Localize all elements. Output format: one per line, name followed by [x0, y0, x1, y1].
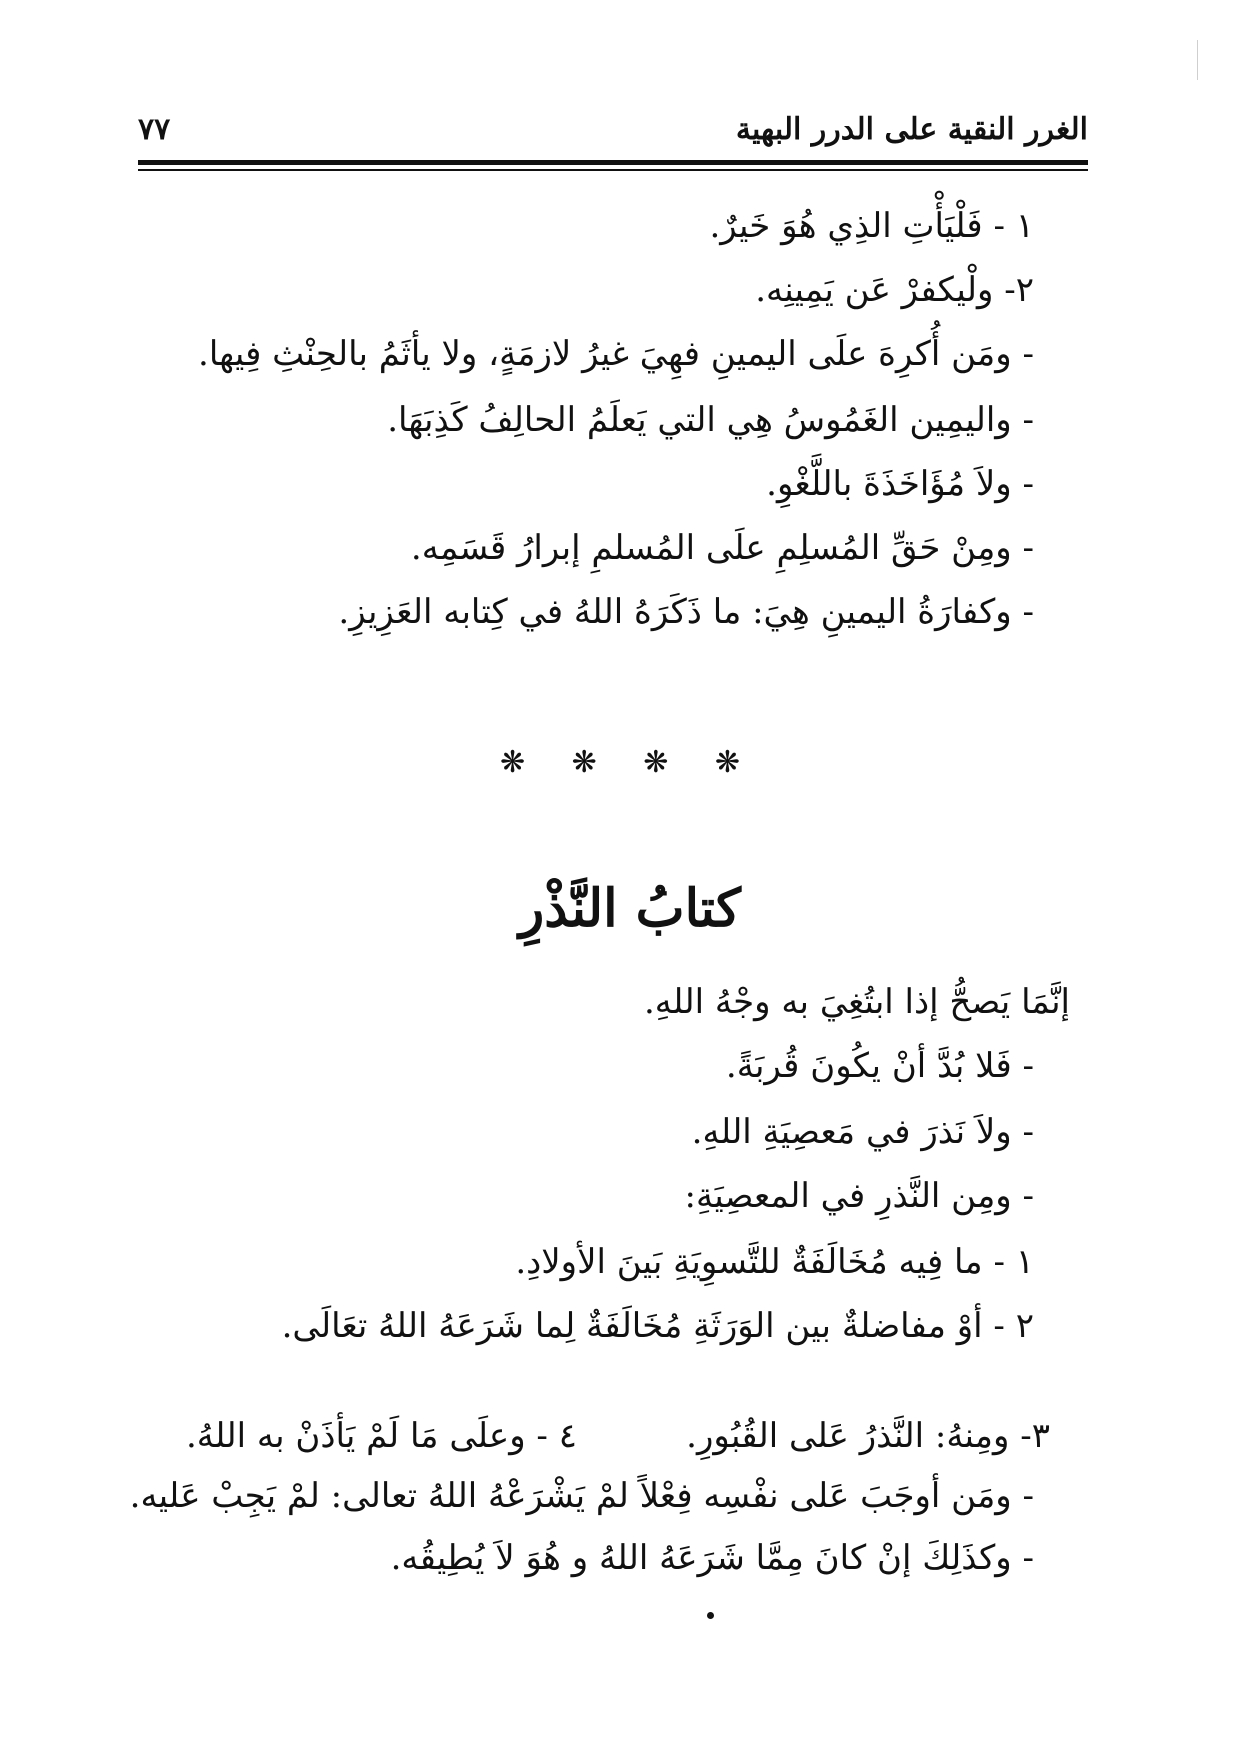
text-line: - ولاَ مُؤَاخَذَةَ باللَّغْوِ. — [766, 464, 1034, 504]
asterism-icon: ❋ — [643, 744, 669, 780]
text-item-right: ٣- ومِنهُ: النَّذرُ عَلى القُبُورِ. — [686, 1416, 1050, 1456]
text-line: ١ - ما فِيه مُخَالَفَةٌ للتَّسوِيَةِ بَينَ الأولادِ. — [515, 1242, 1034, 1282]
page-header — [138, 112, 1088, 152]
text-line: إنَّمَا يَصحُّ إذا ابتُغِيَ به وجْهُ اللهِ. — [643, 982, 1070, 1022]
split-text-line — [186, 1416, 1050, 1464]
asterism-icon: ❋ — [714, 744, 740, 780]
asterism-icon: ❋ — [500, 744, 526, 780]
section-oaths-text — [198, 178, 1034, 678]
text-line: - وكفارَةُ اليمينِ هِيَ: ما ذَكَرَهُ اللهُ في كِتابه العَزِيزِ. — [338, 592, 1034, 632]
text-line: - ومَن أُكرِهَ علَى اليمينِ فهِيَ غيرُ لازمَةٍ، ولا يأثَمُ بالحِنْثِ فِيها. — [198, 334, 1034, 374]
asterism-icon: ❋ — [571, 744, 597, 780]
running-title: الغرر النقية على الدرر البهية — [735, 112, 1088, 147]
text-line: ١ - فَلْيَأْتِ الذِي هُوَ خَيرٌ. — [709, 206, 1034, 246]
header-rule-thick — [138, 160, 1088, 165]
text-line: - واليمِين الغَمُوسُ هِي التي يَعلَمُ الحالِفُ كَذِبَهَا. — [387, 400, 1034, 440]
footer-dot — [707, 1612, 714, 1619]
text-line: - ومَن أوجَبَ عَلى نفْسِه فِعْلاً لمْ يَشْرَعْهُ اللهُ تعالى: لمْ يَجِبْ عَليه. — [129, 1476, 1034, 1516]
text-line: - ومِن النَّذرِ في المعصِيَةِ: — [684, 1176, 1034, 1216]
section-vows-text — [170, 970, 1070, 1410]
scan-edge-mark — [1197, 40, 1198, 80]
text-line: - فَلا بُدَّ أنْ يكُونَ قُربَةً. — [725, 1046, 1034, 1086]
chapter-heading: كتابُ النَّذْرِ — [519, 878, 741, 939]
section-separator — [500, 742, 740, 782]
text-line: - وكذَلِكَ إنْ كانَ مِمَّا شَرَعَهُ اللهُ و هُوَ لاَ يُطِيقُه. — [390, 1538, 1034, 1578]
text-line: ٢- ولْيكفرْ عَن يَمِينِه. — [755, 270, 1034, 310]
text-line: ٢ - أوْ مفاضلةٌ بين الوَرَثَةِ مُخَالَفَةٌ لِما شَرَعَهُ اللهُ تعَالَى. — [281, 1306, 1034, 1346]
section-vows-text-continued — [129, 1476, 1034, 1596]
text-line: - ولاَ نَذرَ في مَعصِيَةِ اللهِ. — [691, 1112, 1034, 1152]
page-number: ٧٧ — [138, 112, 171, 147]
text-item-left: ٤ - وعلَى مَا لَمْ يَأذَنْ به اللهُ. — [186, 1416, 577, 1456]
text-line: - ومِنْ حَقِّ المُسلِمِ علَى المُسلمِ إبرارُ قَسَمِه. — [410, 528, 1034, 568]
header-rule-thin — [138, 169, 1088, 171]
